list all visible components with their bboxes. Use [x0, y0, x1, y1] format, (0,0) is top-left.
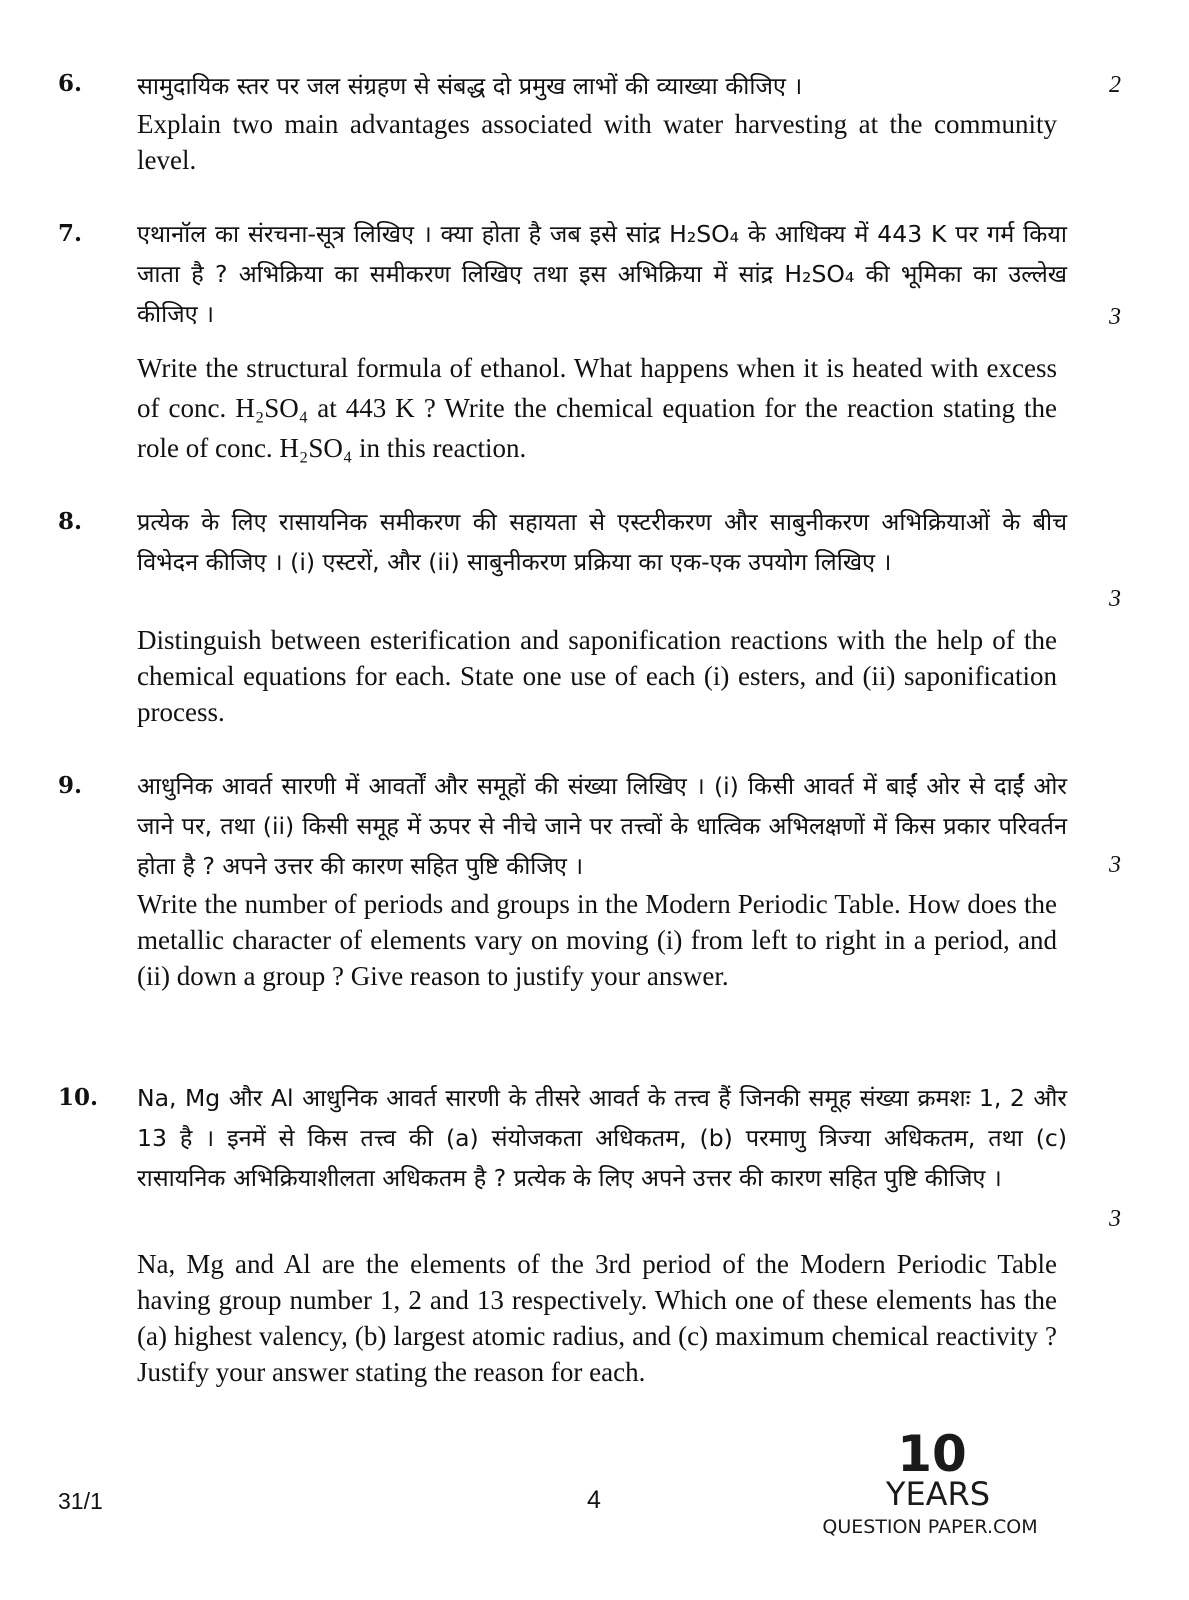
question-marks: 3 [1109, 1206, 1121, 1232]
question-hindi-text: सामुदायिक स्तर पर जल संग्रहण से संबद्ध दो प्रमुख लाभों की व्याख्या कीजिए । [137, 72, 803, 100]
question-paper-logo [820, 1425, 1060, 1545]
question-number: 10. [58, 1084, 99, 1111]
question-english-text: Write the structural formula of ethanol. What happens when it is heated with excess of conc. H₂SO₄ at 443 K ? Write the chemical equation for the reaction stating the role of conc. H₂SO₄ in this reaction. [137, 353, 1057, 463]
question-number: 6. [58, 70, 83, 97]
question-english-text: Explain two main advantages associated with water harvesting at the community level. [137, 109, 1057, 175]
logo-years: YEARS [885, 1475, 991, 1513]
question-hindi-text: आधुनिक आवर्त सारणी में आवर्तों और समूहों की संख्या लिखिए । (i) किसी आवर्त में बाईं ओर से दाईं ओर जाने पर, तथा (ii) किसी समूह में ऊपर से नीचे जाने पर तत्त्वों के धात्विक अभिलक्षणों में किस प्रकार परिवर्तन होता है ? अपने उत्तर की कारण सहित पुष्टि कीजिए । [137, 772, 1067, 880]
logo-number: 10 [897, 1425, 967, 1483]
question-number: 9. [58, 772, 83, 799]
question-english-text: Distinguish between esterification and saponification reactions with the help of the chemical equations for each. State one use of each (i) esters, and (ii) saponification process. [137, 625, 1057, 727]
question-marks: 3 [1109, 304, 1121, 330]
question-marks: 3 [1109, 586, 1121, 612]
question-hindi-text: Na, Mg और Al आधुनिक आवर्त सारणी के तीसरे आवर्त के तत्त्व हैं जिनकी समूह संख्या क्रमशः 1, 2 और 13 है । इनमें से किस तत्त्व की (a) संयोजकता अधिकतम, (b) परमाणु त्रिज्या अधिकतम, तथा (c) रासायनिक अभिक्रियाशीलता अधिकतम है ? प्रत्येक के लिए अपने उत्तर की कारण सहित पुष्टि कीजिए । [137, 1084, 1067, 1192]
question-number: 7. [58, 220, 83, 247]
question-english-text: Na, Mg and Al are the elements of the 3rd period of the Modern Periodic Table having group number 1, 2 and 13 respectively. Which one of these elements has the (a) highest valency, (b) largest atomic radius, and (c) maximum chemical reactivity ? Justify your answer stating the reason for each. [137, 1249, 1057, 1387]
logo-site: QUESTION PAPER.COM [822, 1516, 1038, 1538]
question-hindi-text: एथानॉल का संरचना-सूत्र लिखिए । क्या होता है जब इसे सांद्र H₂SO₄ के आधिक्य में 443 K पर गर्म किया जाता है ? अभिक्रिया का समीकरण लिखिए तथा इस अभिक्रिया में सांद्र H₂SO₄ की भूमिका का उल्लेख कीजिए । [137, 220, 1067, 328]
question-marks: 2 [1109, 72, 1121, 98]
page-number: 4 [587, 1486, 601, 1514]
question-number: 8. [58, 508, 83, 535]
question-hindi-text: प्रत्येक के लिए रासायनिक समीकरण की सहायता से एस्टरीकरण और साबुनीकरण अभिक्रियाओं के बीच विभेदन कीजिए । (i) एस्टरों, और (ii) साबुनीकरण प्रक्रिया का एक-एक उपयोग लिखिए । [137, 508, 1067, 576]
question-english-text: Write the number of periods and groups in the Modern Periodic Table. How does the metallic character of elements vary on moving (i) from left to right in a period, and (ii) down a group ? Give reason to justify your answer. [137, 889, 1057, 991]
paper-code: 31/1 [58, 1488, 103, 1514]
question-marks: 3 [1109, 852, 1121, 878]
